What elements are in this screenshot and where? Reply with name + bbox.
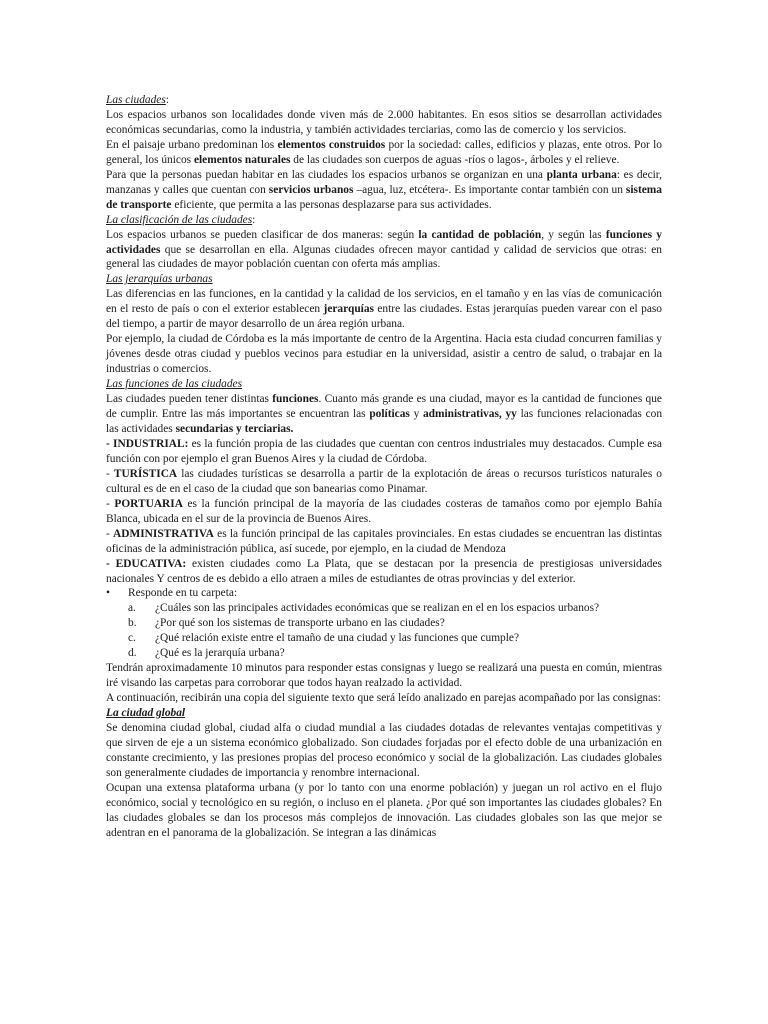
dash: - — [106, 557, 116, 570]
question-text: ¿Qué relación existe entre el tamaño de una ciudad y las funciones que cumple? — [155, 632, 520, 645]
funcion-text: es la función principal de la mayoría de las ciudades costeras de tamaños como por ejemplo Bahía Blanca, ubicada en el sur de la provincia de Buenos Aires. — [106, 497, 662, 525]
paragraph-ciudad-global-definicion: Se denomina ciudad global, ciudad alfa o ciudad mundial a las ciudades dotadas de relevantes ventajas competitivas y que sirven de eje a un sistema económico globalizado. Son ciudades forjadas por el efecto doble de una urbanización en constante crecimiento, y las presiones propias del proceso económico y social de la globalización. Las ciudades globales son generalmente ciudades de importancia y renombre internacional. — [106, 722, 662, 779]
text-run: Para que la personas puedan habitar en las ciudades los espacios urbanos se organizan en una — [106, 168, 547, 181]
funcion-label: PORTUARIA — [114, 497, 183, 510]
paragraph-planta-urbana — [106, 168, 662, 213]
funcion-portuaria — [106, 497, 662, 527]
question-item — [106, 601, 662, 616]
funcion-label: TURÍSTICA — [113, 467, 178, 480]
heading-ciudad-global — [106, 706, 662, 721]
text-run: . Cuanto más grande es una ciudad, mayor es la cantidad de funciones que de cumplir. Entre las más importantes se encuentran las — [106, 393, 662, 421]
bold-term: secundarias y terciarias. — [175, 422, 294, 435]
bold-term: políticas — [369, 408, 410, 421]
bold-term: jerarquías — [323, 303, 374, 316]
text-run: que se desarrollan en ella. Algunas ciudades ofrecen mayor cantidad y calidad de servicios que otras: en general las ciudades de mayor población cuentan con oferta más amplias. — [106, 243, 662, 271]
funcion-label: EDUCATIVA: — [115, 557, 187, 570]
text-run: y — [409, 408, 423, 421]
bold-term: funciones — [272, 393, 319, 406]
text-run: eficiente, que permita a las personas desplazarse para sus actividades. — [171, 198, 492, 211]
paragraph-continuacion: A continuación, recibirán una copia del siguiente texto que será leído analizado en parejas acompañado por las consignas: — [106, 692, 661, 705]
bold-term: servicios urbanos — [268, 183, 354, 196]
dash: - — [106, 437, 114, 450]
bold-term: la cantidad de población — [418, 228, 542, 241]
text-run: , y según las — [541, 228, 606, 241]
text-run: Las diferencias en las funciones, en la cantidad y la calidad de los servicios, en el tamaño y en las vías de comunicación en el resto de país o con el exterior establecen — [106, 288, 662, 316]
question-items — [106, 601, 662, 661]
question-item — [106, 616, 662, 631]
text-run: –agua, luz, etcétera-. Es importante contar también con un — [353, 183, 626, 196]
text-run: por la sociedad: calles, edificios y plazas, ente otros. Por lo general, los únicos — [106, 138, 662, 166]
heading-ciudad-global-text: La ciudad global — [106, 707, 186, 720]
question-text: ¿Por qué son los sistemas de transporte urbano en las ciudades? — [155, 617, 445, 630]
text-run: Las ciudades pueden tener distintas — [106, 393, 273, 406]
heading-jerarquias — [106, 272, 662, 287]
bold-term: elementos naturales — [193, 153, 291, 166]
funcion-administrativa — [106, 527, 662, 557]
dash: - — [106, 527, 114, 540]
question-text: ¿Cuáles son las principales actividades económicas que se realizan en el en los espacios urbanos? — [155, 602, 600, 615]
bold-term: administrativas, yy — [422, 408, 517, 421]
text-run: Los espacios urbanos se pueden clasificar de dos maneras: según — [106, 228, 419, 241]
paragraph-jerarquias — [106, 287, 662, 332]
question-text: ¿Qué es la jerarquía urbana? — [155, 647, 285, 660]
heading-funciones-text: Las funciones de las ciudades — [106, 378, 243, 391]
paragraph-clasificacion — [106, 228, 662, 273]
bold-term: sistema de transporte — [106, 183, 662, 211]
bold-term: funciones y actividades — [106, 228, 662, 256]
funcion-educativa — [106, 557, 662, 587]
heading-funciones — [106, 377, 662, 392]
bold-term: planta urbana — [546, 168, 617, 181]
bold-term: elementos construidos — [277, 138, 386, 151]
text-run: de las ciudades son cuerpos de aguas -ríos o lagos-, árboles y el relieve. — [290, 153, 620, 166]
question-letter: d. — [128, 647, 137, 660]
text-run: entre las ciudades. Estas jerarquías pueden varear con el paso del tiempo, a partir de mayor desarrollo de un área región urbana. — [106, 303, 663, 331]
funcion-turistica — [106, 467, 662, 497]
heading-clasificacion: La clasificación de las ciudades: — [106, 213, 256, 226]
funcion-label: ADMINISTRATIVA — [113, 527, 214, 540]
dash: - — [106, 467, 114, 480]
question-letter: c. — [128, 632, 136, 645]
paragraph-funciones — [106, 392, 662, 437]
funcion-text: es la función principal de las capitales provinciales. En estas ciudades se encuentran las distintas oficinas de la administración pública, así sucede, por ejemplo, en la ciudad de Mendoza — [106, 527, 662, 555]
funcion-text: es la función propia de las ciudades que cuentan con centros industriales muy destacados. Cumple esa función con por ejemplo el gran Buenos Aires y la ciudad de Córdoba. — [106, 437, 662, 465]
paragraph-paisaje-urbano — [106, 138, 662, 168]
funcion-industrial — [106, 437, 662, 467]
heading-ciudades: Las ciudades: — [106, 94, 169, 106]
funcion-label: INDUSTRIAL: — [113, 437, 189, 450]
funcion-text: las ciudades turísticas se desarrolla a partir de la explotación de áreas o recursos turísticos naturales o cultural es de en el caso de la ciudad que son banearias como Pinamar. — [106, 467, 662, 495]
question-list — [106, 586, 662, 601]
dash: - — [106, 497, 115, 510]
question-item — [106, 646, 662, 661]
text-run: En el paisaje urbano predominan los — [106, 138, 278, 151]
paragraph-ciudad-global-importancia: Ocupan una extensa plataforma urbana (y por lo tanto con una enorme población) y juegan un rol activo en el flujo económico, social y tecnológico en su región, o incluso en el planeta. ¿Por qué son importantes las ciudades globales? En las ciudades globales se dan los procesos más complejos de innovación. Las ciudades globales son las que mejor se adentran en el panorama de la globalización. Se integran a las dinámicas — [106, 781, 662, 839]
paragraph-tiempo: Tendrán aproximadamente 10 minutos para responder estas consignas y luego se realizará una puesta en común, mientras iré visando las carpetas para corroborar que todos hayan realzado la actividad. — [106, 662, 662, 690]
text-run: las funciones relacionadas con las actividades — [106, 408, 663, 435]
heading-ciudades-text: Las ciudades — [106, 94, 166, 106]
question-item — [106, 631, 662, 646]
heading-clasificacion-text: La clasificación de las ciudades — [106, 213, 253, 226]
funcion-text: existen ciudades como La Plata, que se destacan por la presencia de prestigiosas universidades nacionales Y centros de es debido a ello atraen a miles de estudiantes de otras provincias y del exterior. — [106, 557, 662, 585]
paragraph-espacios-urbanos: Los espacios urbanos son localidades donde viven más de 2.000 habitantes. En esos sitios se desarrollan actividades económicas secundarias, como la industria, y también actividades terciarias, como las de comercio y los servicios. — [106, 108, 662, 136]
document-page — [106, 93, 662, 841]
question-letter: b. — [128, 617, 137, 630]
paragraph-cordoba: Por ejemplo, la ciudad de Córdoba es la más importante de centro de la Argentina. Hacia esta ciudad concurren familias y jóvenes desde otras ciudad y pueblos vecinos para estudiar en la universidad, asistir a centro de salud, o trabajar en la industrias o comercios. — [106, 333, 662, 376]
text-run: : es decir, manzanas y calles que cuentan con — [106, 168, 662, 196]
questions-intro: • Responde en tu carpeta: — [106, 586, 662, 601]
heading-jerarquias-text: Las jerarquías urbanas — [106, 273, 213, 286]
question-letter: a. — [128, 602, 136, 615]
